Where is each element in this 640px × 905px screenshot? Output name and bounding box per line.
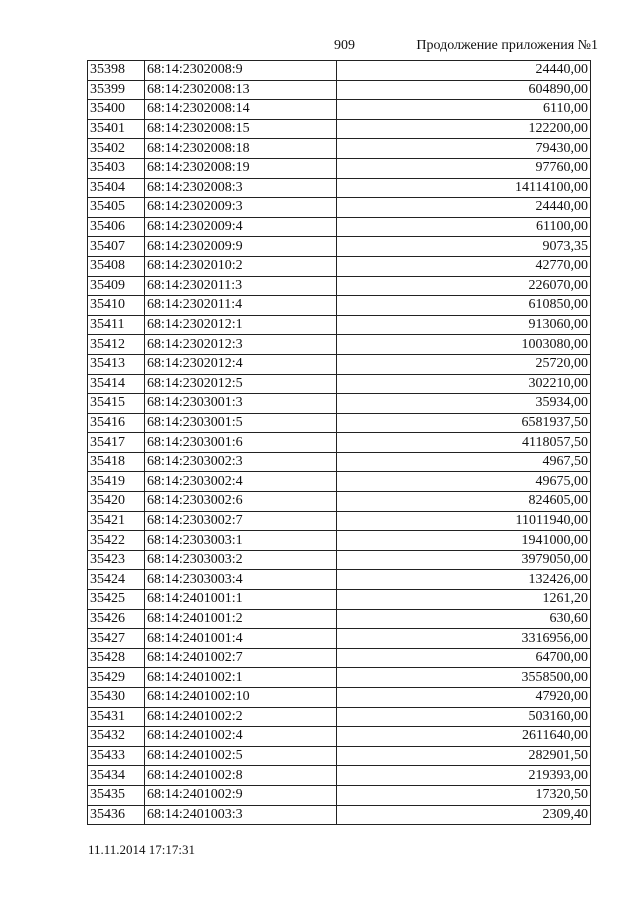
cadastral-value-cell: 64700,00 — [337, 648, 591, 668]
cadastral-number-cell: 68:14:2302008:18 — [145, 139, 337, 159]
cadastral-value-cell: 219393,00 — [337, 766, 591, 786]
cadastral-value-cell: 302210,00 — [337, 374, 591, 394]
row-number-cell: 35421 — [88, 511, 145, 531]
cadastral-value-cell: 1941000,00 — [337, 531, 591, 551]
cadastral-number-cell: 68:14:2302011:4 — [145, 296, 337, 316]
cadastral-value-cell: 17320,50 — [337, 785, 591, 805]
cadastral-value-cell: 503160,00 — [337, 707, 591, 727]
row-number-cell: 35416 — [88, 413, 145, 433]
row-number-cell: 35409 — [88, 276, 145, 296]
cadastral-number-cell: 68:14:2401002:8 — [145, 766, 337, 786]
table-row — [88, 256, 591, 276]
cadastral-number-cell: 68:14:2303002:6 — [145, 492, 337, 512]
cadastral-value-cell: 2611640,00 — [337, 727, 591, 747]
table-row — [88, 139, 591, 159]
print-timestamp: 11.11.2014 17:17:31 — [88, 842, 196, 857]
cadastral-number-cell: 68:14:2302008:15 — [145, 119, 337, 139]
cadastral-number-cell: 68:14:2302008:13 — [145, 80, 337, 100]
table-row — [88, 590, 591, 610]
cadastral-value-cell: 1003080,00 — [337, 335, 591, 355]
row-number-cell: 35400 — [88, 100, 145, 120]
cadastral-value-cell: 132426,00 — [337, 570, 591, 590]
table-row — [88, 727, 591, 747]
table-row — [88, 452, 591, 472]
cadastral-value-cell: 47920,00 — [337, 688, 591, 708]
cadastral-value-cell: 24440,00 — [337, 61, 591, 81]
row-number-cell: 35425 — [88, 590, 145, 610]
row-number-cell: 35423 — [88, 550, 145, 570]
cadastral-value-cell: 3979050,00 — [337, 550, 591, 570]
table-row — [88, 785, 591, 805]
table-row — [88, 433, 591, 453]
row-number-cell: 35412 — [88, 335, 145, 355]
cadastral-number-cell: 68:14:2303003:4 — [145, 570, 337, 590]
table-row — [88, 492, 591, 512]
row-number-cell: 35403 — [88, 158, 145, 178]
table-row — [88, 119, 591, 139]
table-row — [88, 100, 591, 120]
row-number-cell: 35424 — [88, 570, 145, 590]
page-header — [0, 38, 640, 58]
cadastral-value-cell: 49675,00 — [337, 472, 591, 492]
table-row — [88, 805, 591, 825]
row-number-cell: 35402 — [88, 139, 145, 159]
row-number-cell: 35404 — [88, 178, 145, 198]
cadastral-value-cell: 610850,00 — [337, 296, 591, 316]
cadastral-number-cell: 68:14:2303003:1 — [145, 531, 337, 551]
cadastral-number-cell: 68:14:2302008:14 — [145, 100, 337, 120]
row-number-cell: 35407 — [88, 237, 145, 257]
cadastral-number-cell: 68:14:2302010:2 — [145, 256, 337, 276]
row-number-cell: 35433 — [88, 746, 145, 766]
cadastral-number-cell: 68:14:2302012:5 — [145, 374, 337, 394]
cadastral-value-cell: 4967,50 — [337, 452, 591, 472]
table-row — [88, 766, 591, 786]
cadastral-number-cell: 68:14:2303001:6 — [145, 433, 337, 453]
cadastral-value-cell: 122200,00 — [337, 119, 591, 139]
cadastral-number-cell: 68:14:2302008:3 — [145, 178, 337, 198]
cadastral-number-cell: 68:14:2303001:5 — [145, 413, 337, 433]
cadastral-value-cell: 42770,00 — [337, 256, 591, 276]
cadastral-value-cell: 1261,20 — [337, 590, 591, 610]
row-number-cell: 35399 — [88, 80, 145, 100]
cadastral-value-cell: 9073,35 — [337, 237, 591, 257]
row-number-cell: 35401 — [88, 119, 145, 139]
table-row — [88, 61, 591, 81]
row-number-cell: 35431 — [88, 707, 145, 727]
cadastral-value-cell: 6110,00 — [337, 100, 591, 120]
cadastral-number-cell: 68:14:2401002:9 — [145, 785, 337, 805]
cadastral-value-cell: 604890,00 — [337, 80, 591, 100]
row-number-cell: 35420 — [88, 492, 145, 512]
row-number-cell: 35415 — [88, 394, 145, 414]
cadastral-number-cell: 68:14:2401001:2 — [145, 609, 337, 629]
cadastral-number-cell: 68:14:2302009:9 — [145, 237, 337, 257]
table-row — [88, 688, 591, 708]
table-row — [88, 550, 591, 570]
row-number-cell: 35434 — [88, 766, 145, 786]
cadastral-number-cell: 68:14:2302012:3 — [145, 335, 337, 355]
row-number-cell: 35398 — [88, 61, 145, 81]
cadastral-value-cell: 3316956,00 — [337, 629, 591, 649]
cadastral-number-cell: 68:14:2302008:19 — [145, 158, 337, 178]
cadastral-value-cell: 3558500,00 — [337, 668, 591, 688]
table-row — [88, 354, 591, 374]
cadastral-value-cell: 630,60 — [337, 609, 591, 629]
row-number-cell: 35422 — [88, 531, 145, 551]
cadastral-value-cell: 35934,00 — [337, 394, 591, 414]
table-row — [88, 315, 591, 335]
cadastral-value-cell: 226070,00 — [337, 276, 591, 296]
table-row — [88, 198, 591, 218]
cadastral-value-cell: 14114100,00 — [337, 178, 591, 198]
cadastral-value-cell: 824605,00 — [337, 492, 591, 512]
cadastral-number-cell: 68:14:2303002:3 — [145, 452, 337, 472]
table-row — [88, 648, 591, 668]
row-number-cell: 35417 — [88, 433, 145, 453]
cadastral-number-cell: 68:14:2302009:4 — [145, 217, 337, 237]
cadastral-value-cell: 97760,00 — [337, 158, 591, 178]
row-number-cell: 35430 — [88, 688, 145, 708]
row-number-cell: 35429 — [88, 668, 145, 688]
table-row — [88, 374, 591, 394]
row-number-cell: 35408 — [88, 256, 145, 276]
appendix-note: Продолжение приложения №1 — [416, 38, 598, 53]
cadastral-number-cell: 68:14:2303001:3 — [145, 394, 337, 414]
cadastral-number-cell: 68:14:2303003:2 — [145, 550, 337, 570]
table-row — [88, 609, 591, 629]
cadastral-number-cell: 68:14:2302012:1 — [145, 315, 337, 335]
cadastral-number-cell: 68:14:2303002:4 — [145, 472, 337, 492]
table-row — [88, 707, 591, 727]
row-number-cell: 35413 — [88, 354, 145, 374]
row-number-cell: 35406 — [88, 217, 145, 237]
row-number-cell: 35435 — [88, 785, 145, 805]
cadastral-number-cell: 68:14:2401002:4 — [145, 727, 337, 747]
cadastral-number-cell: 68:14:2302008:9 — [145, 61, 337, 81]
cadastral-value-cell: 282901,50 — [337, 746, 591, 766]
row-number-cell: 35414 — [88, 374, 145, 394]
cadastral-number-cell: 68:14:2302009:3 — [145, 198, 337, 218]
cadastral-value-cell: 25720,00 — [337, 354, 591, 374]
cadastral-number-cell: 68:14:2401002:2 — [145, 707, 337, 727]
row-number-cell: 35436 — [88, 805, 145, 825]
table-row — [88, 668, 591, 688]
cadastral-number-cell: 68:14:2302012:4 — [145, 354, 337, 374]
table-row — [88, 472, 591, 492]
cadastral-number-cell: 68:14:2401001:1 — [145, 590, 337, 610]
table-row — [88, 746, 591, 766]
table-row — [88, 276, 591, 296]
table-row — [88, 570, 591, 590]
row-number-cell: 35410 — [88, 296, 145, 316]
table-row — [88, 394, 591, 414]
table-row — [88, 217, 591, 237]
table-row — [88, 531, 591, 551]
cadastral-value-cell: 6581937,50 — [337, 413, 591, 433]
table-row — [88, 80, 591, 100]
cadastral-number-cell: 68:14:2401001:4 — [145, 629, 337, 649]
table-row — [88, 511, 591, 531]
cadastral-value-cell: 2309,40 — [337, 805, 591, 825]
row-number-cell: 35411 — [88, 315, 145, 335]
table-row — [88, 335, 591, 355]
cadastral-value-cell: 4118057,50 — [337, 433, 591, 453]
cadastral-number-cell: 68:14:2302011:3 — [145, 276, 337, 296]
cadastral-number-cell: 68:14:2401002:5 — [145, 746, 337, 766]
table-row — [88, 158, 591, 178]
cadastral-value-table — [87, 60, 591, 825]
table-row — [88, 413, 591, 433]
row-number-cell: 35432 — [88, 727, 145, 747]
cadastral-number-cell: 68:14:2401002:1 — [145, 668, 337, 688]
cadastral-value-cell: 79430,00 — [337, 139, 591, 159]
cadastral-number-cell: 68:14:2303002:7 — [145, 511, 337, 531]
row-number-cell: 35427 — [88, 629, 145, 649]
row-number-cell: 35419 — [88, 472, 145, 492]
row-number-cell: 35426 — [88, 609, 145, 629]
row-number-cell: 35405 — [88, 198, 145, 218]
cadastral-number-cell: 68:14:2401003:3 — [145, 805, 337, 825]
cadastral-value-cell: 11011940,00 — [337, 511, 591, 531]
cadastral-number-cell: 68:14:2401002:7 — [145, 648, 337, 668]
table-row — [88, 237, 591, 257]
row-number-cell: 35428 — [88, 648, 145, 668]
cadastral-value-cell: 913060,00 — [337, 315, 591, 335]
table-row — [88, 178, 591, 198]
cadastral-number-cell: 68:14:2401002:10 — [145, 688, 337, 708]
table-row — [88, 629, 591, 649]
row-number-cell: 35418 — [88, 452, 145, 472]
cadastral-value-cell: 61100,00 — [337, 217, 591, 237]
page-number: 909 — [334, 38, 355, 53]
cadastral-value-cell: 24440,00 — [337, 198, 591, 218]
table-row — [88, 296, 591, 316]
